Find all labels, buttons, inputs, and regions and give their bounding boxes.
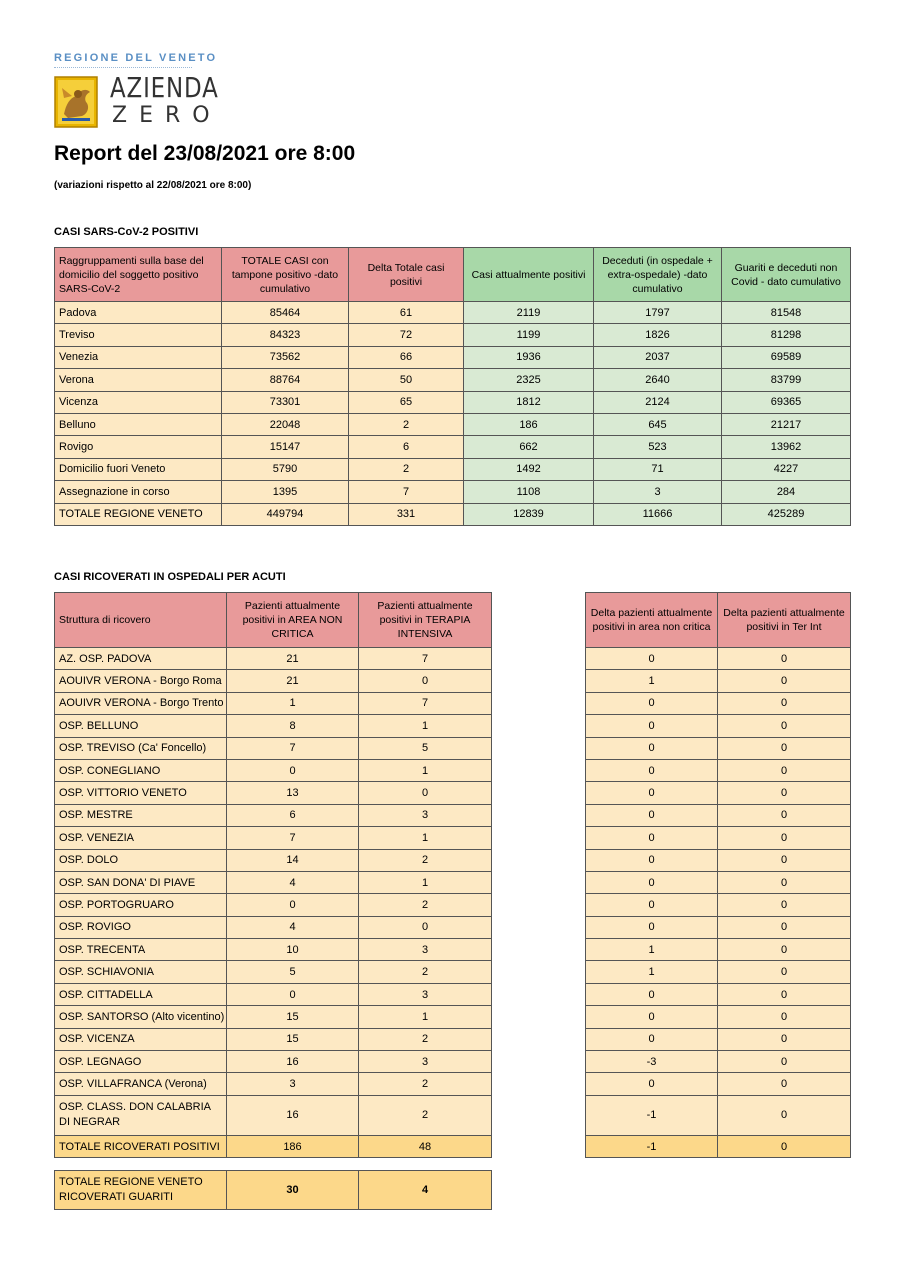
table-cell: 66 (349, 346, 464, 368)
table-cell: 0 (718, 871, 851, 893)
table-cell: 186 (464, 413, 594, 435)
table-cell: 2 (359, 1073, 492, 1095)
table-cell: 0 (718, 894, 851, 916)
table-cell: 2119 (464, 302, 594, 324)
table-cell: 81298 (722, 324, 851, 346)
table-row (55, 939, 492, 961)
table-row (55, 759, 492, 781)
table-cell: 0 (586, 983, 718, 1005)
table-cell: 6 (349, 436, 464, 458)
table-cell: 0 (718, 1006, 851, 1028)
table-cell: 1492 (464, 458, 594, 480)
table-cell: 2325 (464, 369, 594, 391)
table-cell: 50 (349, 369, 464, 391)
hospital-header-structure: Struttura di ricovero (55, 593, 227, 648)
table-row (55, 670, 492, 692)
row-label: Vicenza (55, 391, 222, 413)
table-cell: 0 (718, 1051, 851, 1073)
table-cell: 83799 (722, 369, 851, 391)
table-cell: 0 (586, 849, 718, 871)
table-cell: 13962 (722, 436, 851, 458)
table-cell: 0 (718, 804, 851, 826)
table-row (55, 1051, 492, 1073)
table-row (55, 737, 492, 759)
table-row (586, 1028, 851, 1050)
table-cell: 22048 (222, 413, 349, 435)
table-cell: 2037 (594, 346, 722, 368)
table-row (586, 894, 851, 916)
region-label: REGIONE DEL VENETO (54, 52, 218, 64)
table-cell: 73301 (222, 391, 349, 413)
table-cell: 1199 (464, 324, 594, 346)
table-row (55, 1073, 492, 1095)
recovered-table (54, 1170, 492, 1210)
logo (54, 52, 222, 132)
table-cell: 4 (227, 871, 359, 893)
table-row (55, 961, 492, 983)
table-row (586, 737, 851, 759)
table-cell: 0 (586, 737, 718, 759)
row-label: OSP. VENEZIA (55, 827, 227, 849)
table-cell: 1 (586, 670, 718, 692)
row-label: OSP. LEGNAGO (55, 1051, 227, 1073)
table-cell: 645 (594, 413, 722, 435)
table-cell: 16 (227, 1051, 359, 1073)
hospital-header-noncritical: Pazienti attualmente positivi in AREA NON CRITICA (227, 593, 359, 648)
table-row (586, 1051, 851, 1073)
table-row (55, 916, 492, 938)
table-cell: 0 (227, 983, 359, 1005)
delta-header-noncritical: Delta pazienti attualmente positivi in area non critica (586, 593, 718, 648)
table-cell: 2 (359, 894, 492, 916)
table-cell: 449794 (222, 503, 349, 525)
table-cell: 2 (359, 1095, 492, 1135)
table-cell: 2124 (594, 391, 722, 413)
table-row (586, 1006, 851, 1028)
cases-header-current: Casi attualmente positivi (464, 248, 594, 302)
table-cell: 0 (718, 1028, 851, 1050)
table-cell: 13 (227, 782, 359, 804)
table-cell: 1826 (594, 324, 722, 346)
table-cell: 2 (359, 849, 492, 871)
table-cell: 11666 (594, 503, 722, 525)
table-cell: 73562 (222, 346, 349, 368)
table-row (586, 715, 851, 737)
table-cell: 7 (227, 737, 359, 759)
cases-header-delta: Delta Totale casi positivi (349, 248, 464, 302)
lion-emblem-icon (54, 76, 98, 128)
table-cell: 4 (227, 916, 359, 938)
row-label: Padova (55, 302, 222, 324)
table-cell: 6 (227, 804, 359, 826)
table-cell: 0 (586, 692, 718, 714)
table-row (55, 346, 851, 368)
row-label: OSP. CONEGLIANO (55, 759, 227, 781)
row-label: TOTALE REGIONE VENETO (55, 503, 222, 525)
table-row (586, 759, 851, 781)
table-cell: 0 (586, 715, 718, 737)
table-row (586, 939, 851, 961)
table-row (55, 436, 851, 458)
cases-table (54, 247, 851, 526)
table-cell: 1 (359, 715, 492, 737)
table-row (55, 871, 492, 893)
table-cell: 7 (359, 648, 492, 670)
table-cell: 0 (718, 715, 851, 737)
logo-wordmark-line1: AZIENDA (110, 71, 219, 104)
table-row (55, 1028, 492, 1050)
table-cell: 4227 (722, 458, 851, 480)
table-cell: 425289 (722, 503, 851, 525)
table-cell: 0 (718, 983, 851, 1005)
row-label: OSP. SAN DONA' DI PIAVE (55, 871, 227, 893)
table-cell: 5790 (222, 458, 349, 480)
table-cell: 21217 (722, 413, 851, 435)
table-cell: 8 (227, 715, 359, 737)
table-cell: 0 (718, 670, 851, 692)
table-row (55, 692, 492, 714)
table-cell: 0 (586, 1028, 718, 1050)
row-label: OSP. VICENZA (55, 1028, 227, 1050)
table-cell: 0 (718, 648, 851, 670)
table-cell: 0 (586, 804, 718, 826)
table-cell: 7 (227, 827, 359, 849)
table-cell: 0 (586, 894, 718, 916)
row-label: OSP. MESTRE (55, 804, 227, 826)
table-cell: 331 (349, 503, 464, 525)
table-cell: 61 (349, 302, 464, 324)
table-cell: 7 (349, 481, 464, 503)
table-cell: 2 (359, 961, 492, 983)
row-label: Treviso (55, 324, 222, 346)
recovered-label: TOTALE REGIONE VENETO RICOVERATI GUARITI (55, 1171, 227, 1210)
table-cell: 0 (586, 782, 718, 804)
table-cell: 0 (718, 737, 851, 759)
table-cell: 1 (359, 759, 492, 781)
table-cell: 81548 (722, 302, 851, 324)
table-cell: 0 (586, 1006, 718, 1028)
row-label: OSP. VITTORIO VENETO (55, 782, 227, 804)
table-cell: 0 (718, 916, 851, 938)
table-cell: 65 (349, 391, 464, 413)
table-row (586, 849, 851, 871)
table-cell: 3 (359, 939, 492, 961)
table-cell: 3 (359, 804, 492, 826)
row-label: OSP. CITTADELLA (55, 983, 227, 1005)
report-title: Report del 23/08/2021 ore 8:00 (54, 142, 356, 165)
table-cell: 0 (718, 692, 851, 714)
table-row (586, 804, 851, 826)
row-label: OSP. TREVISO (Ca' Foncello) (55, 737, 227, 759)
table-row (55, 302, 851, 324)
total-row (55, 1135, 492, 1157)
table-row (55, 782, 492, 804)
total-row (586, 1135, 851, 1157)
table-cell: 48 (359, 1135, 492, 1157)
row-label: Belluno (55, 413, 222, 435)
table-cell: 0 (359, 782, 492, 804)
table-cell: 1 (227, 692, 359, 714)
delta-table (585, 592, 851, 1158)
table-row (586, 871, 851, 893)
row-label: Domicilio fuori Veneto (55, 458, 222, 480)
table-cell: 2 (349, 458, 464, 480)
row-label: OSP. TRECENTA (55, 939, 227, 961)
delta-header-icu: Delta pazienti attualmente positivi in Ter Int (718, 593, 851, 648)
row-label: OSP. DOLO (55, 849, 227, 871)
row-label: OSP. PORTOGRUARO (55, 894, 227, 916)
cases-section-title: CASI SARS-CoV-2 POSITIVI (54, 226, 199, 238)
table-row (55, 894, 492, 916)
recovered-icu: 4 (359, 1171, 492, 1210)
row-label: Venezia (55, 346, 222, 368)
row-label: Verona (55, 369, 222, 391)
table-cell: 88764 (222, 369, 349, 391)
table-row (55, 648, 492, 670)
table-cell: 3 (359, 1051, 492, 1073)
row-label: Rovigo (55, 436, 222, 458)
row-label: AOUIVR VERONA - Borgo Roma (55, 670, 227, 692)
table-cell: 0 (718, 759, 851, 781)
table-cell: 15147 (222, 436, 349, 458)
table-cell: 1 (359, 827, 492, 849)
table-cell: 1 (586, 961, 718, 983)
table-cell: 0 (718, 827, 851, 849)
table-cell: 1797 (594, 302, 722, 324)
table-cell: 1 (359, 1006, 492, 1028)
table-row (55, 804, 492, 826)
table-row (586, 827, 851, 849)
table-cell: 14 (227, 849, 359, 871)
cases-header-group: Raggruppamenti sulla base del domicilio del soggetto positivo SARS-CoV-2 (55, 248, 222, 302)
table-row (586, 692, 851, 714)
table-row (55, 1006, 492, 1028)
logo-divider (54, 67, 192, 68)
table-cell: 5 (359, 737, 492, 759)
table-row (586, 1095, 851, 1135)
table-row (55, 391, 851, 413)
cases-header-total: TOTALE CASI con tampone positivo -dato cumulativo (222, 248, 349, 302)
table-cell: 84323 (222, 324, 349, 346)
table-cell: 284 (722, 481, 851, 503)
table-cell: 0 (227, 759, 359, 781)
table-row (55, 849, 492, 871)
table-cell: 2 (349, 413, 464, 435)
cases-header-deceased: Deceduti (in ospedale + extra-ospedale) -dato cumulativo (594, 248, 722, 302)
table-cell: 72 (349, 324, 464, 346)
table-cell: 0 (586, 827, 718, 849)
table-cell: -3 (586, 1051, 718, 1073)
report-subtitle: (variazioni rispetto al 22/08/2021 ore 8:00) (54, 180, 252, 191)
table-cell: 0 (718, 849, 851, 871)
row-label: OSP. VILLAFRANCA (Verona) (55, 1073, 227, 1095)
table-cell: 15 (227, 1028, 359, 1050)
table-cell: 523 (594, 436, 722, 458)
table-cell: 3 (359, 983, 492, 1005)
table-cell: 15 (227, 1006, 359, 1028)
table-row (55, 1095, 492, 1135)
table-cell: 0 (718, 1095, 851, 1135)
table-row (55, 481, 851, 503)
table-row (586, 983, 851, 1005)
hospital-section-title: CASI RICOVERATI IN OSPEDALI PER ACUTI (54, 571, 286, 583)
table-cell: 16 (227, 1095, 359, 1135)
table-row (55, 369, 851, 391)
table-cell: 3 (227, 1073, 359, 1095)
table-cell: 21 (227, 670, 359, 692)
table-cell: 0 (227, 894, 359, 916)
table-cell: 1 (586, 939, 718, 961)
table-row (586, 670, 851, 692)
table-cell: 0 (718, 939, 851, 961)
table-row (55, 324, 851, 346)
table-row (586, 1073, 851, 1095)
hospital-header-icu: Pazienti attualmente positivi in TERAPIA INTENSIVA (359, 593, 492, 648)
table-cell: 0 (586, 1073, 718, 1095)
row-label: AOUIVR VERONA - Borgo Trento (55, 692, 227, 714)
table-cell: 1936 (464, 346, 594, 368)
row-label: Assegnazione in corso (55, 481, 222, 503)
table-cell: -1 (586, 1135, 718, 1157)
table-row (586, 961, 851, 983)
row-label: OSP. BELLUNO (55, 715, 227, 737)
row-label: OSP. ROVIGO (55, 916, 227, 938)
table-cell: 0 (359, 670, 492, 692)
table-cell: 69589 (722, 346, 851, 368)
table-cell: 0 (718, 961, 851, 983)
table-cell: 21 (227, 648, 359, 670)
table-cell: 0 (586, 871, 718, 893)
table-row (55, 458, 851, 480)
table-cell: 1108 (464, 481, 594, 503)
cases-header-recovered: Guariti e deceduti non Covid - dato cumulativo (722, 248, 851, 302)
row-label: TOTALE RICOVERATI POSITIVI (55, 1135, 227, 1157)
table-cell: 7 (359, 692, 492, 714)
recovered-noncritical: 30 (227, 1171, 359, 1210)
table-row (55, 827, 492, 849)
table-cell: 3 (594, 481, 722, 503)
row-label: OSP. SANTORSO (Alto vicentino) (55, 1006, 227, 1028)
hospital-table (54, 592, 492, 1158)
table-cell: 85464 (222, 302, 349, 324)
table-cell: 1 (359, 871, 492, 893)
row-label: OSP. CLASS. DON CALABRIA DI NEGRAR (55, 1095, 227, 1135)
table-cell: 12839 (464, 503, 594, 525)
table-row (586, 782, 851, 804)
table-row (55, 413, 851, 435)
table-row (55, 503, 851, 525)
table-cell: 71 (594, 458, 722, 480)
table-cell: 0 (718, 1073, 851, 1095)
table-cell: 0 (586, 759, 718, 781)
table-cell: 2 (359, 1028, 492, 1050)
table-cell: 662 (464, 436, 594, 458)
table-cell: 2640 (594, 369, 722, 391)
table-cell: 1812 (464, 391, 594, 413)
table-cell: 0 (586, 648, 718, 670)
row-label: AZ. OSP. PADOVA (55, 648, 227, 670)
table-row (55, 715, 492, 737)
table-cell: 186 (227, 1135, 359, 1157)
table-cell: 0 (718, 1135, 851, 1157)
table-cell: 69365 (722, 391, 851, 413)
table-cell: 1395 (222, 481, 349, 503)
table-row (586, 916, 851, 938)
row-label: OSP. SCHIAVONIA (55, 961, 227, 983)
table-row (586, 648, 851, 670)
table-cell: 0 (586, 916, 718, 938)
logo-wordmark-line2: ZERO (112, 103, 222, 128)
table-cell: 0 (359, 916, 492, 938)
table-row (55, 983, 492, 1005)
table-cell: -1 (586, 1095, 718, 1135)
table-cell: 5 (227, 961, 359, 983)
table-cell: 0 (718, 782, 851, 804)
table-cell: 10 (227, 939, 359, 961)
